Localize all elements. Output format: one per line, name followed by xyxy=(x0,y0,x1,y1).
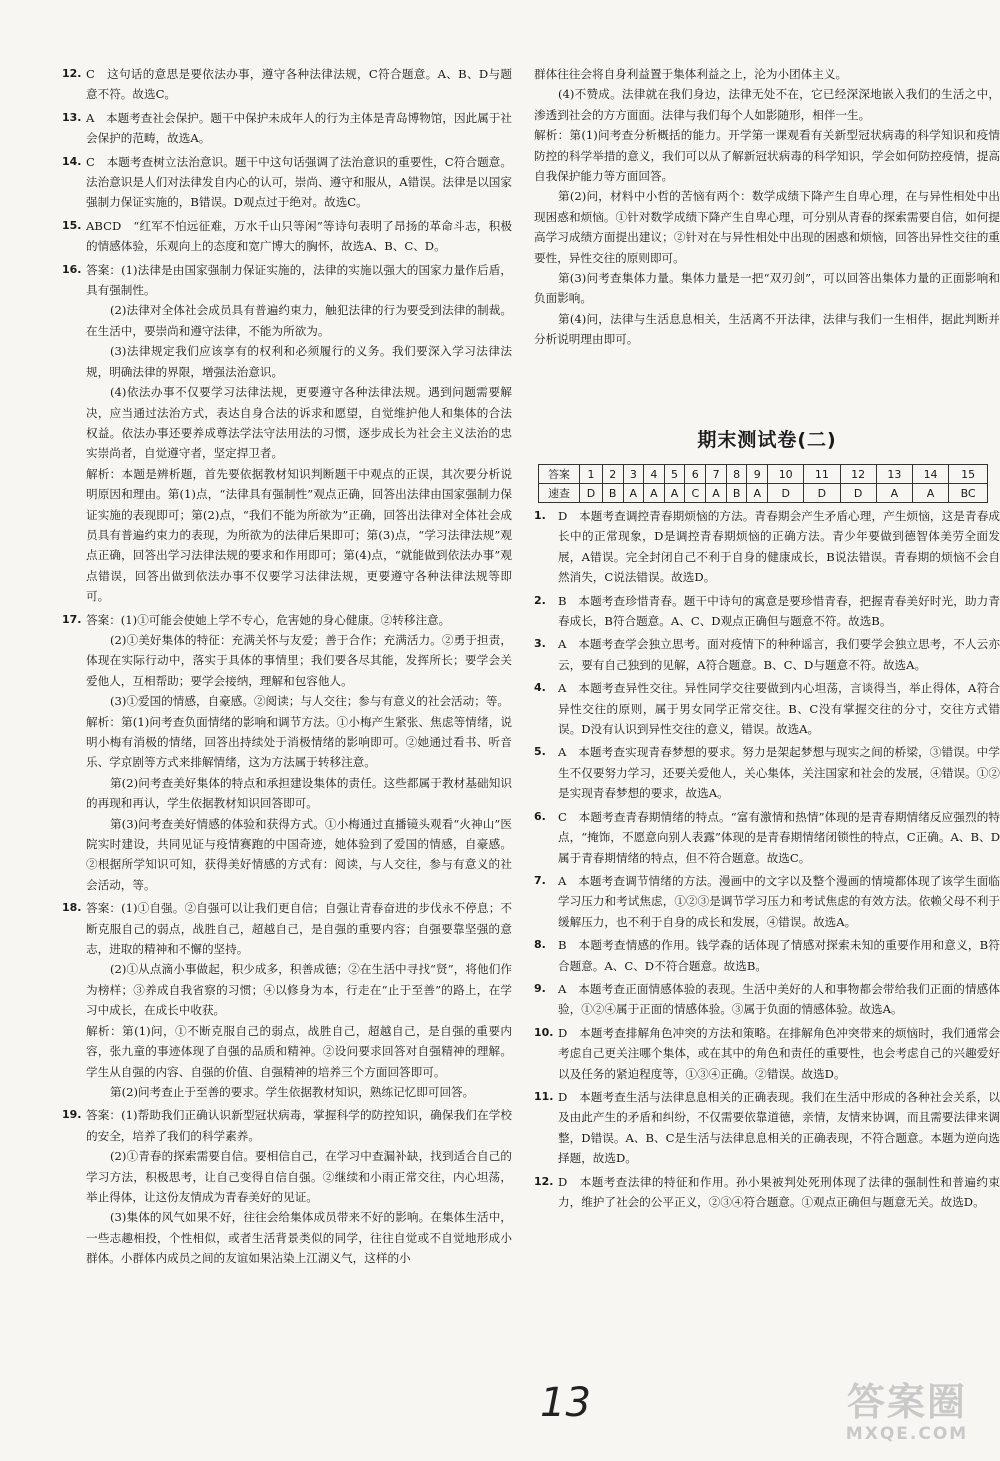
answer-number: 6. xyxy=(534,809,546,823)
answer-number: 3. xyxy=(534,637,546,651)
answer-table-answer: D xyxy=(580,484,603,503)
answer-table-answer: D xyxy=(840,484,876,503)
answer-table-number: 2 xyxy=(602,465,623,484)
question-text: C 本题考查树立法治意识。题干中这句话强调了法治意识的重要性，C符合题意。法治意识是人们对法律发自内心的认可，崇尚、遵守和服从，A错误。法律是以国家强制力保证实施的，B错误。D观点过于绝对。故选C。 xyxy=(86,154,512,210)
question-item xyxy=(62,610,512,896)
answer-text: B 本题考查情感的作用。钱学森的话体现了情感对探索未知的重要作用和意义，B符合题意。A、C、D不符合题意。故选B。 xyxy=(558,938,1000,973)
right-column-continuation xyxy=(534,64,1000,350)
answer-table-number: 4 xyxy=(644,465,665,484)
answer-table-answer: A xyxy=(706,484,727,503)
answer-table-number: 15 xyxy=(949,465,988,484)
continuation-paragraph: 第(2)问，材料中小哲的苦恼有两个：数学成绩下降产生自卑心理，在与异性相处中出现困惑和烦恼。①针对数学成绩下降产生自卑心理，可分别从青春的探索需要自信，如何提高学习成绩方面提出建议；②针对在与异性相处中出现的困惑和烦恼，回答出异性交往的重要性，异性交往的原则即可。 xyxy=(534,189,1000,265)
sub-answer: (2)①从点滴小事做起，积少成多，积善成德；②在生活中寻找“贤”，将他们作为榜样；③养成自我省察的习惯；④以修身为本，行走在“止于至善”的路上，在学习中成长，在成长中收获。 xyxy=(86,962,512,1018)
answer-item xyxy=(534,678,1000,739)
answer-number: 4. xyxy=(534,681,546,695)
watermark-line2: MXQE.COM xyxy=(845,1424,969,1444)
question-text: 答案：(1)帮助我们正确认识新型冠状病毒，掌握科学的防控知识，确保我们在学校的安全，培养了我们的科学素养。 xyxy=(86,1108,512,1143)
answer-item xyxy=(534,742,1000,803)
watermark-logo xyxy=(822,1380,992,1458)
answer-text: A 本题考查正面情感体验的表现。生活中美好的人和事物都会带给我们正面的情感体验，①②④属于正面的情感体验。③属于负面的情感体验。故选A。 xyxy=(558,981,1000,1017)
answer-text: D 本题考查生活与法律息息相关的正确表现。我们在生活中形成的各种社会关系，以及由此产生的矛盾和纠纷，不仅需要依靠道德，亲情，友情来协调，而且需要法律来调整，D错误。A、B、C是生活与法律息息相关的正确表现，不符合题意。本题为逆向选择题，故选D。 xyxy=(558,1089,1000,1166)
answer-item xyxy=(534,807,1000,868)
answer-table-answer: D xyxy=(804,484,840,503)
answer-table-number: 5 xyxy=(664,465,685,484)
analysis-paragraph: 第(3)问考查美好情感的体验和获得方式。①小梅通过直播镜头观看“火神山”医院实时建设，共同见证与疫情赛跑的中国奇迹，她体验到了爱国的情感，自豪感。②根据所学知识可知，获得美好情感的方式有：阅读，与人交往，参与有意义的社会活动，等。 xyxy=(86,816,512,892)
answer-table-header: 答案 xyxy=(539,465,580,484)
answer-table-number: 3 xyxy=(623,465,644,484)
answer-text: A 本题考查实现青春梦想的要求。努力是架起梦想与现实之间的桥梁，③错误。中学生不仅要努力学习，还要关爱他人，关心集体，关注国家和社会的发展，④错误。①②是实现青春梦想的要求，故选A。 xyxy=(558,745,1000,801)
answer-table-answer: A xyxy=(912,484,948,503)
answer-text: C 本题考查青春期情绪的特点。“富有激情和热情”体现的是青春期情绪反应强烈的特点，“掩饰，不愿意向别人表露”体现的是青春期情绪闭锁性的特点，C正确。A、B、D属于青春期情绪的特点，但不符合题意。故选C。 xyxy=(558,809,1000,865)
question-text: C 这句话的意思是要依法办事，遵守各种法律法规，C符合题意。A、B、D与题意不符。故选C。 xyxy=(86,67,512,102)
question-item xyxy=(62,108,512,149)
question-text: 答案：(1)①可能会使她上学不专心，危害她的身心健康。②转移注意。 xyxy=(86,612,451,627)
question-text: ABCD “红军不怕远征难，万水千山只等闲”等诗句表明了昂扬的革命斗志，积极的情感体验，乐观向上的态度和宽广博大的胸怀，故选A、B、C、D。 xyxy=(86,218,512,254)
question-item xyxy=(62,898,512,1102)
answer-table-answer: A xyxy=(623,484,644,503)
continuation-paragraph: 解析：第(1)问考查分析概括的能力。开学第一课观看有关新型冠状病毒的科学知识和疫情防控的科学举措的意义，我们可以从了解新冠状病毒的科学知识，学会如何防控疫情，提高自我保护能力等方面回答。 xyxy=(534,128,1000,184)
question-text: 答案：(1)法律是由国家强制力保证实施的，法律的实施以强大的国家力量作后盾，具有强制性。 xyxy=(86,262,512,298)
sub-answer: (2)①美好集体的特征：充满关怀与友爱；善于合作；充满活力。②勇于担责，体现在实际行动中，落实于具体的事情里；我们要各尽其能，发挥所长；要学会关爱他人，互相帮助；要学会接纳，理解和包容他人。 xyxy=(86,632,512,688)
answer-text: D 本题考查调控青春期烦恼的方法。青春期会产生矛盾心理，产生烦恼，这是青春成长中的正常现象，D是调控青春期烦恼的正确方法。青少年要做到德智体美劳全面发展，A错误。完全封闭自己不利于自身的健康成长，B说法错误。青春期的烦恼不会自然消失，C说法错误。故选D。 xyxy=(558,509,1000,585)
answer-table-answer-row xyxy=(539,484,988,503)
answer-item xyxy=(534,591,1000,632)
continuation-paragraph: (4)不赞成。法律就在我们身边，法律无处不在，它已经深深地嵌入我们的生活之中，渗透到社会的方方面面。法律与我们每个人如影随形，相伴一生。 xyxy=(534,87,1000,122)
answer-table-number: 11 xyxy=(804,465,840,484)
answer-table-answer: BC xyxy=(949,484,988,503)
question-text: 答案：(1)①自强。②自强可以让我们更自信；自强让青春奋进的步伐永不停息；不断克服自己的弱点，战胜自己，超越自己，是自强的重要内容；自强要靠坚强的意志，进取的精神和不懈的坚持。 xyxy=(86,901,512,957)
answer-number: 10. xyxy=(534,1025,554,1039)
answer-item xyxy=(534,1023,1000,1084)
answer-table-number: 8 xyxy=(726,465,747,484)
question-number: 16. xyxy=(62,262,82,276)
section-title: 期末测试卷(二) xyxy=(697,429,837,451)
question-item xyxy=(62,1105,512,1268)
answer-number: 12. xyxy=(534,1174,554,1188)
answer-table-answer: A xyxy=(664,484,685,503)
analysis-text: 解析：本题是辨析题，首先要依据教材知识判断题干中观点的正误，其次要分析说明原因和理由。第(1)点，“法律具有强制性”观点正确，回答出法律由国家强制力保证实施的表现即可；第(2)点，“我们不能为所欲为”正确，回答出法律对全体社会成员具有普遍约束力的表现，为所欲为的法律后果即可；第(3)点，“学习法律法规”观点正确，回答出学习法律法规的要求和作用即可；第(4)点，“就能做到依法办事”观点错误，回答出做到依法办事不仅要学习法律法规，更要遵守各种法律法规等即可。 xyxy=(86,466,512,604)
sub-answer: (2)法律对全体社会成员具有普遍约束力，触犯法律的行为要受到法律的制裁。在生活中，要崇尚和遵守法律，不能为所欲为。 xyxy=(86,303,512,338)
question-item xyxy=(62,260,512,607)
question-number: 18. xyxy=(62,901,82,915)
answer-table-number-row xyxy=(539,465,988,484)
answer-number: 9. xyxy=(534,981,546,995)
answer-table-answer: D xyxy=(768,484,804,503)
answer-number: 1. xyxy=(534,509,546,522)
answer-table-answer: B xyxy=(726,484,747,503)
answer-number: 2. xyxy=(534,593,546,607)
continuation-paragraph: 第(3)问考查集体力量。集体力量是一把“双刃剑”，可以回答出集体力量的正面影响和负面影响。 xyxy=(534,271,1000,306)
question-text: A 本题考查社会保护。题干中保护未成年人的行为主体是青岛博物馆，因此属于社会保护的范畴，故选A。 xyxy=(86,110,512,146)
answer-text: D 本题考查排解角色冲突的方法和策略。在排解角色冲突带来的烦恼时，我们通常会考虑自己更关注哪个集体，或在其中的角色和责任的重要性，也会考虑自己的兴趣爱好以及任务的紧迫程度等，①③④正确。②错误。故选D。 xyxy=(558,1025,1000,1081)
question-number: 12. xyxy=(62,67,82,80)
answer-item xyxy=(534,935,1000,976)
continuation-paragraph: 第(4)问，法律与生活息息相关，生活离不开法律，法律与我们一生相伴，据此判断并分析说明理由即可。 xyxy=(534,311,1000,347)
sub-answer: (3)集体的风气如果不好，往往会给集体成员带来不好的影响。在集体生活中，一些志趣相投，个性相似，或者生活背景类似的同学，往往自觉或不自觉地形成小群体。小群体内成员之间的友谊如果沾染上江湖义气，这样的小 xyxy=(86,1210,512,1266)
analysis-paragraph: 第(2)问考查止于至善的要求。学生依据教材知识，熟练记忆即可回答。 xyxy=(110,1084,475,1099)
answer-item xyxy=(534,634,1000,675)
answer-table-number: 6 xyxy=(685,465,706,484)
answer-item xyxy=(534,1087,1000,1169)
answer-table-answer: C xyxy=(685,484,706,503)
left-column xyxy=(62,64,512,1272)
continuation-paragraph: 群体往往会将自身利益置于集体利益之上，沦为小团体主义。 xyxy=(534,67,848,81)
watermark-line1: 答案圈 xyxy=(846,1380,967,1424)
answer-item xyxy=(534,1172,1000,1213)
answer-table-answer: A xyxy=(644,484,665,503)
answer-text: A 本题考查调节情绪的方法。漫画中的文字以及整个漫画的情境都体现了该学生面临学习压力和考试焦虑，①②③是调节学习压力和考试焦虑的有效方法。依赖父母不利于缓解压力，也不利于自身的成长和发展，④错误。故选A。 xyxy=(558,873,1000,929)
answer-table-number: 10 xyxy=(768,465,804,484)
answer-text: D 本题考查法律的特征和作用。孙小果被判处死刑体现了法律的强制性和普遍约束力，维护了社会的公平正义，②③④符合题意。①观点正确但与题意无关。故选D。 xyxy=(558,1174,1000,1209)
question-item xyxy=(62,64,512,105)
answer-item xyxy=(534,871,1000,932)
sub-answer: (2)①青春的探索需要自信。要相信自己，在学习中查漏补缺，找到适合自己的学习方法，积极思考，让自己变得自信自强。②继续和小雨正常交往，内心坦荡，举止得体，让这份友情成为青春美好的见证。 xyxy=(86,1149,512,1204)
question-number: 17. xyxy=(62,612,82,626)
answer-table-number: 7 xyxy=(706,465,727,484)
answer-table-number: 14 xyxy=(912,465,948,484)
answer-number: 11. xyxy=(534,1089,554,1103)
right-column-answers xyxy=(534,506,1000,1215)
answer-table-answer: A xyxy=(747,484,768,503)
answer-number: 5. xyxy=(534,745,546,759)
sub-answer: (3)①爱国的情感，自豪感。②阅读；与人交往；参与有意义的社会活动；等。 xyxy=(110,694,510,709)
sub-answer: (4)依法办事不仅要学习法律法规，更要遵守各种法律法规。遇到问题需要解决，应当通过法治方式，表达自身合法的诉求和愿望，自觉维护他人和集体的合法权益。依法办事还要养成尊法学法守法用法的习惯，逐步成长为社会主义法治的忠实崇尚者，自觉遵守者，坚定捍卫者。 xyxy=(86,385,512,461)
answer-table-number: 9 xyxy=(747,465,768,484)
question-number: 19. xyxy=(62,1108,82,1122)
answer-table-answer: B xyxy=(602,484,623,503)
answer-text: A 本题考查异性交往。异性同学交往要做到内心坦荡，言谈得当，举止得体，A符合异性交往的原则，属于男女同学正常交往。B、C没有掌握交往的分寸，交往方式错误。D没有认识到异性交往的意义，错误。故选A。 xyxy=(558,681,1000,737)
question-item xyxy=(62,152,512,213)
answer-text: A 本题考查学会独立思考。面对疫情下的种种谣言，我们要学会独立思考，不人云亦云，要有自己独到的见解，A符合题意。B、C、D与题意不符。故选A。 xyxy=(558,637,1000,672)
question-number: 13. xyxy=(62,110,82,124)
question-number: 15. xyxy=(62,218,82,232)
answer-number: 8. xyxy=(534,938,546,952)
analysis-text: 解析：第(1)问，①不断克服自己的弱点，战胜自己，超越自己，是自强的重要内容，张九童的事迹体现了自强的品质和精神。②设问要求回答对自强精神的理解。学生从自强的内容、自强的价值、自强精神的培养三个方面回答即可。 xyxy=(86,1023,512,1079)
answer-quick-reference-table xyxy=(538,464,988,503)
answer-item xyxy=(534,506,1000,588)
page-number: 13 xyxy=(540,1380,591,1426)
sub-answer: (3)法律规定我们应该享有的权利和必须履行的义务。我们要深入学习法律法规，明确法律的界限，增强法治意识。 xyxy=(86,344,512,379)
answer-table-number: 12 xyxy=(840,465,876,484)
answer-table-number: 13 xyxy=(876,465,912,484)
answer-table-answer: A xyxy=(876,484,912,503)
answer-number: 7. xyxy=(534,873,546,887)
answer-table-header: 速查 xyxy=(539,484,580,503)
question-item xyxy=(62,216,512,257)
analysis-paragraph: 第(2)问考查美好集体的特点和承担建设集体的责任。这些都属于教材基础知识的再现和再认，学生依据教材知识回答即可。 xyxy=(86,775,512,811)
answer-item xyxy=(534,979,1000,1020)
answer-text: B 本题考查珍惜青春。题干中诗句的寓意是要珍惜青春，把握青春美好时光，助力青春成长，B符合题意。A、C、D观点正确但与题意不符。故选B。 xyxy=(558,593,1000,629)
question-number: 14. xyxy=(62,154,82,168)
analysis-text: 解析：第(1)问考查负面情绪的影响和调节方法。①小梅产生紧张、焦虑等情绪，说明小梅有消极的情绪，回答出持续处于消极情绪的影响即可。②她通过看书、听音乐、学京剧等方式来排解情绪，这为方法属于转移注意。 xyxy=(86,714,512,770)
answer-table-number: 1 xyxy=(580,465,603,484)
